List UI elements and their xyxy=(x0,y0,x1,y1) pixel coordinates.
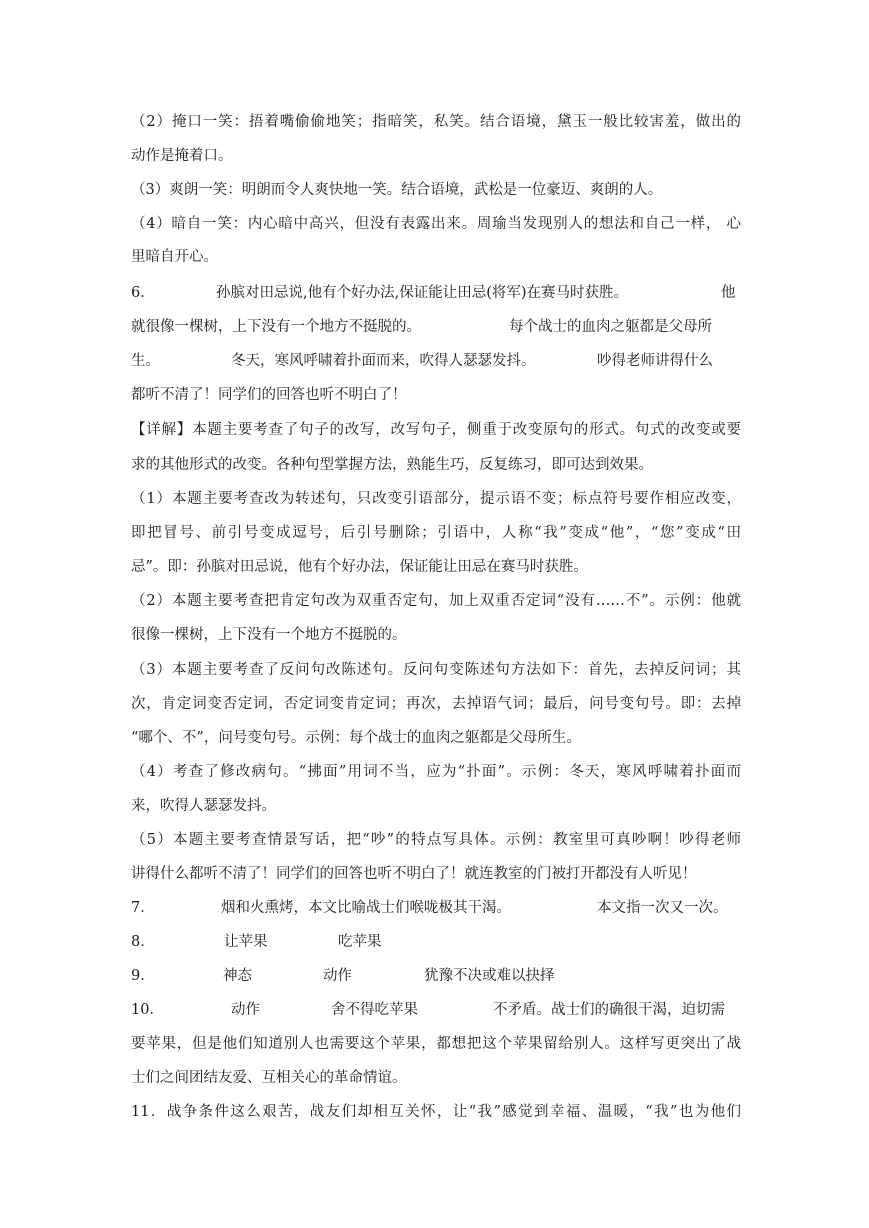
answer-text: 生。 xyxy=(131,353,160,369)
answer-text: 就很像一棵树，上下没有一个地方不挺脱的。 xyxy=(131,319,421,335)
text-line: （5）本题主要考查情景写话，把“吵”的特点写具体。示例：教室里可真吵啊！吵得老师 xyxy=(131,832,741,848)
answer-text: 烟和火熏烤，本文比喻战士们喉咙极其干渴。 xyxy=(221,900,511,916)
answer-text: 吵得老师讲得什么 xyxy=(597,353,713,369)
text-line: 求的其他形式的改变。各种句型掌握方法，熟能生巧，反复练习，即可达到效果。 xyxy=(131,457,653,473)
question-number: 8． xyxy=(131,934,155,950)
answer-text: 他 xyxy=(721,285,736,301)
question-number: 6． xyxy=(131,285,155,301)
answer-text: 不矛盾。战士们的确很干渴，迫切需 xyxy=(493,1002,725,1018)
text-line: 士们之间团结友爱、互相关心的革命情谊。 xyxy=(131,1070,407,1086)
answer-line-q9 xyxy=(131,966,741,986)
text-line: （1）本题主要考查改为转述句，只改变引语部分，提示语不变；标点符号要作相应改变， xyxy=(131,491,741,507)
answer-text: 舍不得吃苹果 xyxy=(331,1002,418,1018)
answer-text: 动作 xyxy=(323,968,352,984)
text-line: 忌”。即：孙膑对田忌说，他有个好办法，保证能让田忌在赛马时获胜。 xyxy=(131,559,588,575)
text-line: 【详解】本题主要考查了句子的改写，改写句子，侧重于改变原句的形式。句式的改变或要 xyxy=(131,422,741,438)
answer-line-q6 xyxy=(131,351,741,371)
text-line: （4）暗自一笑：内心暗中高兴，但没有表露出来。周瑜当发现别人的想法和自己一样， 心 xyxy=(131,216,741,232)
text-line: 来，吹得人瑟瑟发抖。 xyxy=(131,798,276,814)
text-line: （2）掩口一笑：捂着嘴偷偷地笑；指暗笑，私笑。结合语境，黛玉一般比较害羞，做出的 xyxy=(131,114,741,130)
text-line: “哪个、不”，问号变句号。示例：每个战士的血肉之躯都是父母所生。 xyxy=(131,730,581,746)
text-line: 很像一棵树，上下没有一个地方不挺脱的。 xyxy=(131,627,407,643)
answer-text: 犹豫不决或难以抉择 xyxy=(424,968,555,984)
answer-line-q7 xyxy=(131,898,741,918)
answer-line-q6 xyxy=(131,317,741,337)
answer-text: 神态 xyxy=(223,968,252,984)
text-line: 动作是掩着口。 xyxy=(131,148,233,164)
answer-text: 让苹果 xyxy=(224,934,268,950)
answer-line-q8 xyxy=(131,932,741,952)
answer-line-q11: 11．战争条件这么艰苦，战友们却相互关怀，让“我”感觉到幸福、温暖，“我”也为他们 xyxy=(131,1104,741,1120)
question-number: 7． xyxy=(131,900,155,916)
answer-text: 每个战士的血肉之躯都是父母所 xyxy=(509,319,712,335)
text-line: 讲得什么都听不清了！同学们的回答也听不明白了！就连教室的门被打开都没有人听见！ xyxy=(131,866,697,882)
question-number: 9． xyxy=(131,968,155,984)
text-line: 里暗自开心。 xyxy=(131,249,218,265)
answer-text: 冬天，寒风呼啸着扑面而来，吹得人瑟瑟发抖。 xyxy=(231,353,536,369)
text-line: （3）爽朗一笑：明朗而令人爽快地一笑。结合语境，武松是一位豪迈、爽朗的人。 xyxy=(131,182,663,198)
text-line: （3）本题主要考查了反问句改陈述句。反问句变陈述句方法如下：首先，去掉反问词；其 xyxy=(131,662,741,678)
answer-text: 孙膑对田忌说,他有个好办法,保证能让田忌(将军)在赛马时获胜。 xyxy=(216,285,629,301)
answer-text: 动作 xyxy=(231,1002,260,1018)
answer-text: 本文指一次又一次。 xyxy=(597,900,728,916)
text-line: 次，肯定词变否定词，否定词变肯定词；再次，去掉语气词；最后，问号变句号。即：去掉 xyxy=(131,696,741,712)
text-line: （2）本题主要考查把肯定句改为双重否定句，加上双重否定词“没有……不”。示例：他就 xyxy=(131,593,741,609)
answer-text: 吃苹果 xyxy=(338,934,382,950)
question-number: 10． xyxy=(131,1002,164,1018)
answer-line-q6: 都听不清了！同学们的回答也听不明白了！ xyxy=(131,387,407,403)
text-line: 即把冒号、前引号变成逗号，后引号删除；引语中，人称“我”变成“他”，“您”变成“田 xyxy=(131,525,741,541)
text-line: （4）考查了修改病句。“拂面”用词不当，应为“扑面”。示例：冬天，寒风呼啸着扑面而 xyxy=(131,764,741,780)
answer-line-q10 xyxy=(131,1000,741,1020)
answer-line-q6 xyxy=(131,283,741,303)
text-line: 要苹果，但是他们知道别人也需要这个苹果，都想把这个苹果留给别人。这样写更突出了战 xyxy=(131,1036,741,1052)
